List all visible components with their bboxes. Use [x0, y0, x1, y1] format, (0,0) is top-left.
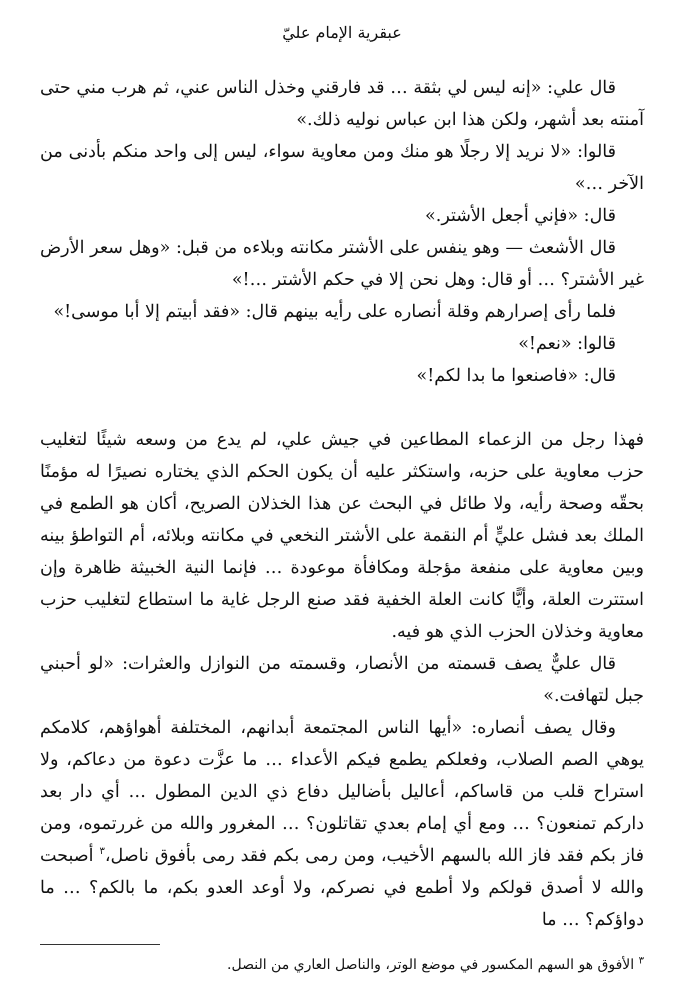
footnote-text: الأفوق هو السهم المكسور في موضع الوتر، والناصل العاري من النصل. — [227, 957, 639, 973]
paragraph: قالوا: «نعم!» — [518, 334, 616, 354]
body-text — [40, 72, 644, 936]
paragraph: قال علي: «إنه ليس لي بثقة … قد فارقني وخذل الناس عني، ثم هرب مني حتى آمنته بعد أشهر، ولكن هذا ابن عباس نوليه ذلك.» — [40, 78, 644, 130]
book-page — [40, 0, 644, 1000]
footnote — [40, 954, 644, 976]
paragraph: قالوا: «لا نريد إلا رجلًا هو منك ومن معاوية سواء، ليس إلى واحد منكم بأدنى من الآخر …» — [40, 142, 644, 194]
paragraph: فلما رأى إصرارهم وقلة أنصاره على رأيه بينهم قال: «فقد أبيتم إلا أبا موسى!» — [53, 302, 616, 322]
footnote-mark: ٣ — [638, 955, 644, 967]
paragraph — [40, 712, 644, 936]
paragraph: قال عليٌّ يصف قسمته من الأنصار، وقسمته من النوازل والعثرات: «لو أحبني جبل لتهافت.» — [40, 654, 644, 706]
running-header-title: عبقرية الإمام عليّ — [282, 23, 402, 42]
paragraph-text: أصبحت والله لا أصدق قولكم ولا أطمع في نصركم، ولا أوعد العدو بكم، ما بالكم؟ … ما دواؤكم؟ … ما — [40, 846, 644, 930]
paragraph: فهذا رجل من الزعماء المطاعين في جيش علي، لم يدع من وسعه شيئًا لتغليب حزب معاوية على حزبه، واستكثر عليه أن يكون الحكم الذي يختاره نصيرًا له مؤمنًا بحقّه وصحة رأيه، ولا طائل في البحث عن هذا الخذلان الصريح، أكان هو الطمع في الملك بعد فشل عليٍّ أم النقمة على الأشتر النخعي في مكانته وبلائه، أم التواطؤ بينه وبين معاوية على منفعة مؤجلة ومكافأة موعودة … فإنما النية الخبيثة ظاهرة وإن استترت العلة، وأيًّا كانت العلة الخفية فقد صنع الرجل غاية ما استطاع لتغليب حزب معاوية وخذلان الحزب الذي هو فيه. — [40, 430, 644, 642]
footnote-reference: ٣ — [99, 846, 105, 858]
paragraph: قال: «فاصنعوا ما بدا لكم!» — [416, 366, 616, 386]
footnote-divider — [40, 944, 160, 945]
section-break — [40, 392, 644, 424]
paragraph: قال: «فإني أجعل الأشتر.» — [425, 206, 616, 226]
paragraph: قال الأشعث — وهو ينفس على الأشتر مكانته وبلاءه من قبل: «وهل سعر الأرض غير الأشتر؟ … أو قال: وهل نحن إلا في حكم الأشتر …!» — [40, 238, 644, 290]
paragraph-text: وقال يصف أنصاره: «أيها الناس المجتمعة أبدانهم، المختلفة أهواؤهم، كلامكم يوهي الصم الصلاب، وفعلكم يطمع فيكم الأعداء … ما عزَّت دعوة من دعاكم، ولا استراح قلب من قاساكم، أعاليل بأضاليل دفاع ذي الدين المطول … أي دار بعد داركم تمنعون؟ … ومع أي إمام بعدي تقاتلون؟ … المغرور والله من غررتموه، ومن فاز بكم فقد فاز الله بالسهم الأخيب، ومن رمى بكم فقد رمى بأفوق ناصل، — [40, 718, 645, 866]
